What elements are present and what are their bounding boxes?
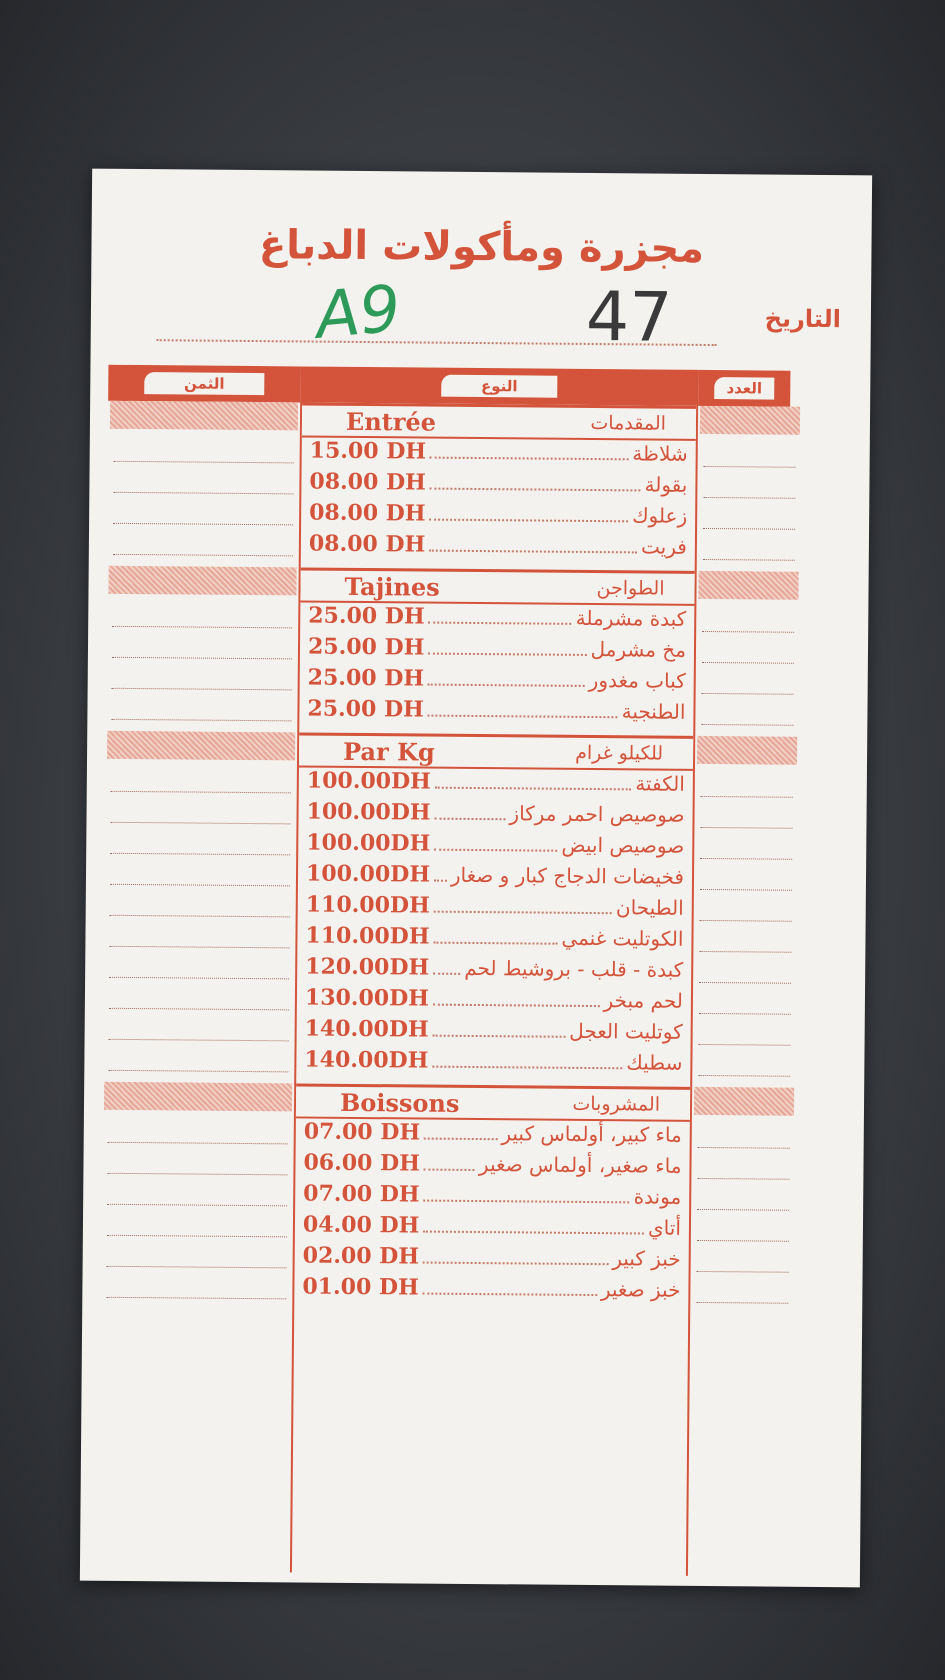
blank-entry-line [110, 915, 290, 918]
item-price: 08.00 DH [309, 468, 426, 496]
count-column-header: العدد [698, 370, 790, 407]
blank-entry-line [699, 1044, 791, 1046]
item-name: موندة [633, 1184, 682, 1209]
item-price: 25.00 DH [307, 633, 425, 661]
item-name: ماء صغير، أولماس صغير [478, 1152, 682, 1178]
blank-entry-line [112, 626, 292, 629]
item-name: بقولة [644, 472, 688, 497]
item-price: 06.00 DH [303, 1149, 421, 1177]
blank-entry-line [698, 1147, 790, 1149]
type-column-header: النوع [300, 366, 698, 405]
count-column [690, 406, 800, 1577]
menu-item [302, 437, 696, 471]
dot-leader [435, 773, 631, 791]
item-name: كبدة مشرملة [575, 605, 687, 631]
section-header [296, 1083, 690, 1121]
item-name: صوصيص احمر مركاز [509, 801, 685, 827]
blank-entry-line [112, 657, 292, 660]
section-stripe [104, 1082, 292, 1112]
blank-entry-line [107, 1266, 287, 1269]
blank-entry-line [702, 662, 794, 664]
section-stripe [698, 571, 798, 600]
blank-entry-line [699, 1013, 791, 1015]
dot-leader [433, 1021, 566, 1038]
menu-item [300, 664, 694, 698]
item-price: 02.00 DH [302, 1242, 420, 1270]
section-title-ar: المقدمات [590, 411, 667, 435]
blank-entry-line [700, 858, 792, 860]
section-title-ar: المشروبات [572, 1092, 661, 1116]
menu-item [301, 530, 695, 564]
section-stripe [694, 1087, 794, 1116]
dot-leader [430, 474, 641, 492]
item-name: الطيحان [615, 895, 684, 920]
blank-entry-line [703, 497, 795, 499]
section-stripe [107, 731, 295, 761]
dot-leader [428, 670, 585, 687]
dot-leader [434, 897, 612, 915]
blank-entry-line [111, 719, 291, 722]
menu-item [295, 1180, 689, 1214]
item-price: 25.00 DH [307, 695, 425, 723]
dot-leader [434, 866, 447, 882]
item-name: سطيك [626, 1050, 683, 1075]
section-header [302, 402, 696, 440]
blank-entry-line [111, 791, 291, 794]
section-title-ar: الطواجن [596, 577, 665, 600]
item-name: زعلوك [632, 503, 688, 528]
dot-leader [433, 928, 557, 945]
blank-entry-line [700, 889, 792, 891]
item-name: كبدة - قلب - بروشيط لحم [464, 955, 684, 982]
blank-entry-line [703, 528, 795, 530]
blank-entry-line [701, 796, 793, 798]
blank-entry-line [113, 492, 293, 495]
menu-item [299, 767, 693, 801]
price-column-header: الثمن [108, 365, 300, 403]
dot-leader [424, 1124, 497, 1141]
item-price: 08.00 DH [308, 530, 426, 558]
section-stripe [110, 401, 298, 431]
blank-entry-line [109, 1008, 289, 1011]
item-name: فخيضات الدجاج كبار و صغار [450, 862, 685, 889]
item-name: ماء كبير، أولماس كبير [501, 1121, 682, 1147]
section-header [299, 732, 693, 770]
blank-entry-line [702, 693, 794, 695]
item-price: 100.00DH [306, 767, 432, 795]
item-name: صوصيص ابيض [561, 832, 685, 858]
dot-leader [433, 959, 460, 975]
handwritten-table-number: A9 [312, 272, 404, 354]
blank-entry-line [109, 946, 289, 949]
blank-entry-line [696, 1302, 788, 1304]
blank-entry-line [110, 853, 290, 856]
item-name: الكوتليت غنمي [561, 925, 684, 951]
blank-entry-line [107, 1235, 287, 1238]
item-price: 100.00DH [306, 798, 431, 826]
item-price: 110.00DH [305, 891, 430, 919]
menu-item [296, 1046, 690, 1080]
blank-entry-line [114, 461, 294, 464]
menu-item [297, 1015, 691, 1049]
blank-entry-line [106, 1297, 286, 1300]
dot-leader [423, 1279, 597, 1297]
menu-item [295, 1149, 689, 1183]
item-price: 130.00DH [304, 984, 430, 1012]
dot-leader [432, 1052, 622, 1070]
dot-leader [429, 536, 637, 554]
item-name: كوتليت العجل [569, 1018, 683, 1044]
menu-item [301, 468, 695, 502]
blank-entry-line [697, 1178, 789, 1180]
menu-item [298, 798, 692, 832]
menu-item [300, 633, 694, 667]
blank-entry-line [699, 951, 791, 953]
item-name: فريت [640, 534, 688, 559]
receipt-paper [80, 169, 872, 1588]
blank-entry-line [108, 1142, 288, 1145]
dot-leader [433, 990, 600, 1007]
menu-item [296, 1118, 690, 1152]
item-price: 120.00DH [305, 953, 430, 981]
menu-items [290, 402, 698, 1575]
blank-entry-line [107, 1173, 287, 1176]
menu-item [295, 1211, 689, 1245]
section-title-fr: Entrée [345, 406, 437, 437]
item-name: خبز صغير [600, 1277, 681, 1302]
dot-leader [430, 443, 628, 461]
section-stripe [697, 736, 797, 765]
dot-leader [435, 804, 506, 821]
item-price: 01.00 DH [302, 1273, 419, 1301]
item-name: لحم مبخر [603, 988, 684, 1013]
menu-item [297, 953, 691, 987]
dot-leader [430, 505, 629, 523]
item-price: 08.00 DH [309, 499, 426, 527]
item-name: كباب مغدور [588, 667, 686, 693]
dot-leader [424, 1155, 475, 1171]
blank-entry-line [697, 1271, 789, 1273]
item-price: 110.00DH [305, 922, 430, 950]
blank-entry-line [112, 688, 292, 691]
section-header [300, 567, 694, 605]
handwritten-order-number: 47 [585, 277, 673, 358]
menu-item [294, 1273, 688, 1307]
blank-entry-line [108, 1070, 288, 1073]
dot-leader [423, 1248, 608, 1266]
blank-entry-line [697, 1240, 789, 1242]
dot-leader [428, 701, 618, 719]
blank-entry-line [704, 466, 796, 468]
item-price: 07.00 DH [303, 1118, 421, 1146]
dot-leader [429, 608, 572, 625]
menu-item [301, 499, 695, 533]
item-price: 07.00 DH [303, 1180, 420, 1208]
section-stripe [108, 566, 296, 596]
item-price: 100.00DH [306, 829, 431, 857]
dot-leader [423, 1217, 644, 1235]
item-price: 15.00 DH [309, 437, 427, 465]
item-name: مخ مشرمل [590, 636, 687, 662]
item-name: خبز كبير [612, 1246, 681, 1271]
item-price: 100.00DH [305, 860, 431, 888]
menu-item [298, 860, 692, 894]
dot-leader [424, 1186, 630, 1204]
dot-leader [428, 639, 586, 656]
menu-item [299, 695, 693, 729]
blank-entry-line [113, 554, 293, 557]
item-name: الطنجية [621, 699, 686, 724]
blank-entry-line [700, 827, 792, 829]
blank-entry-line [699, 982, 791, 984]
blank-entry-line [702, 631, 794, 633]
blank-entry-line [110, 822, 290, 825]
menu-item [297, 922, 691, 956]
blank-entry-line [700, 920, 792, 922]
section-title-fr: Boissons [339, 1087, 460, 1118]
item-price: 25.00 DH [308, 602, 425, 630]
section-title-ar: للكيلو غرام [575, 741, 664, 765]
blank-entry-line [703, 559, 795, 561]
blank-entry-line [109, 977, 289, 980]
restaurant-title: مجزرة ومأكولات الدباغ [258, 222, 705, 272]
item-price: 140.00DH [304, 1046, 429, 1074]
dot-leader [434, 835, 557, 852]
section-title-fr: Par Kg [342, 736, 435, 767]
blank-entry-line [107, 1204, 287, 1207]
menu-item [298, 891, 692, 925]
section-stripe [700, 406, 800, 435]
item-name: الكفتة [635, 771, 685, 796]
menu-item [295, 1242, 689, 1276]
blank-entry-line [109, 1039, 289, 1042]
item-name: أتاي [647, 1215, 682, 1240]
blank-entry-line [701, 724, 793, 726]
blank-entry-line [698, 1075, 790, 1077]
item-price: 04.00 DH [302, 1211, 420, 1239]
date-label: التاريخ [764, 304, 842, 334]
item-name: شلاظة [632, 441, 688, 466]
blank-entry-line [110, 884, 290, 887]
section-title-fr: Tajines [344, 571, 440, 602]
menu-item [297, 984, 691, 1018]
item-price: 25.00 DH [307, 664, 425, 692]
item-price: 140.00DH [304, 1015, 429, 1043]
menu-item [300, 602, 694, 636]
blank-entry-line [697, 1209, 789, 1211]
menu-item [298, 829, 692, 863]
price-column [100, 401, 298, 1573]
blank-entry-line [113, 523, 293, 526]
